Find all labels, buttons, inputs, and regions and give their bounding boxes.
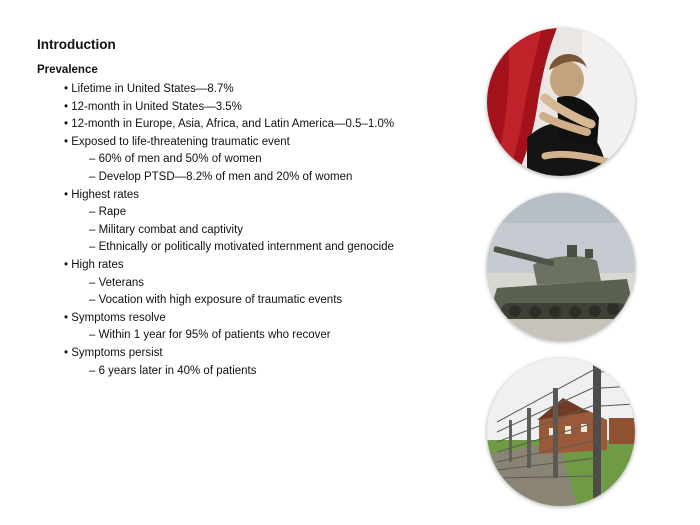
sub-bullet-item: – Veterans bbox=[64, 275, 464, 293]
barbed-wire-fence-photo bbox=[487, 358, 635, 506]
sub-bullet-item: – 6 years later in 40% of patients bbox=[64, 363, 464, 381]
bullet-item: • 12-month in United States—3.5% bbox=[64, 99, 464, 117]
slide-title: Introduction bbox=[37, 37, 116, 52]
sub-bullet-item: – Ethnically or politically motivated internment and genocide bbox=[64, 239, 464, 257]
bullet-list bbox=[64, 81, 464, 380]
bullet-item: • Symptoms resolve bbox=[64, 310, 464, 328]
sub-bullet-item: – Vocation with high exposure of traumatic events bbox=[64, 292, 464, 310]
sub-bullet-item: – 60% of men and 50% of women bbox=[64, 151, 464, 169]
sub-bullet-item: – Rape bbox=[64, 204, 464, 222]
bullet-item: • High rates bbox=[64, 257, 464, 275]
military-tank-photo bbox=[487, 193, 635, 341]
sub-bullet-item: – Within 1 year for 95% of patients who recover bbox=[64, 327, 464, 345]
bullet-item: • Lifetime in United States—8.7% bbox=[64, 81, 464, 99]
sub-bullet-item: – Develop PTSD—8.2% of men and 20% of women bbox=[64, 169, 464, 187]
bullet-item: • Exposed to life-threatening traumatic event bbox=[64, 134, 464, 152]
bullet-item: • 12-month in Europe, Asia, Africa, and Latin America—0.5–1.0% bbox=[64, 116, 464, 134]
sub-bullet-item: – Military combat and captivity bbox=[64, 222, 464, 240]
distressed-woman-photo bbox=[487, 28, 635, 176]
section-heading: Prevalence bbox=[37, 64, 98, 76]
bullet-item: • Symptoms persist bbox=[64, 345, 464, 363]
bullet-item: • Highest rates bbox=[64, 187, 464, 205]
